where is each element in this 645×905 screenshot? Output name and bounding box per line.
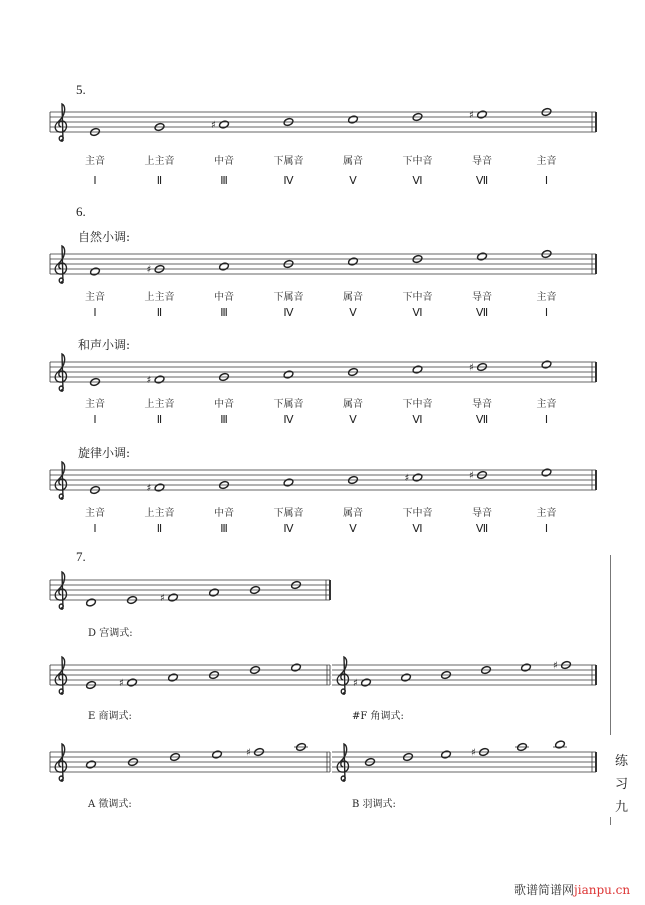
watermark-site: jianpu.cn [574,883,631,897]
sharp-sign: ♯ [160,593,165,604]
degree-name: 上主音 [144,508,175,519]
degree-name: 下中音 [402,156,433,167]
roman-numeral: Ⅲ [220,414,228,426]
whole-note [555,740,566,749]
roman-numeral: Ⅰ [544,307,549,319]
roman-numeral: Ⅰ [93,414,97,426]
degree-name: 下中音 [402,508,433,519]
degree-name: 主音 [85,508,105,519]
degree-name: 导音 [472,508,492,519]
roman-numeral: Ⅴ [349,175,357,187]
section-7-number: 7. [76,549,86,564]
sharp-sign: ♯ [353,678,358,689]
fs-jue-label: #F 角调式: [352,711,404,722]
roman-numeral: Ⅰ [544,523,549,535]
roman-numeral: Ⅶ [475,523,489,535]
sharp-sign: ♯ [119,678,124,689]
sharp-sign: ♯ [146,375,152,386]
roman-numeral: Ⅲ [220,175,228,187]
roman-numeral: Ⅵ [412,523,423,535]
roman-numeral: Ⅳ [283,307,294,319]
roman-numeral: Ⅵ [412,175,423,187]
degree-name: 主音 [85,292,105,303]
roman-numeral: Ⅱ [156,175,163,187]
degree-name: 上主音 [144,399,175,410]
degree-name: 主音 [536,156,557,167]
roman-numeral: Ⅰ [544,414,549,426]
roman-numeral: Ⅴ [349,414,357,426]
roman-numeral: Ⅰ [93,175,97,187]
roman-numeral: Ⅱ [156,414,163,426]
degree-name: 导音 [472,399,492,410]
degree-name: 主音 [85,399,105,410]
roman-numeral: Ⅰ [93,523,97,535]
degree-name: 属音 [343,292,363,303]
degree-name: 中音 [214,399,234,410]
degree-name: 下中音 [402,399,433,410]
degree-name: 中音 [214,292,234,303]
harmonic-minor-label: 和声小调: [78,338,131,352]
watermark-main: 歌谱简谱网 [514,883,575,897]
roman-numeral: Ⅲ [220,307,228,319]
degree-name: 上主音 [144,292,175,303]
roman-numeral: Ⅴ [349,523,357,535]
sharp-sign: ♯ [469,110,474,121]
roman-numeral: Ⅴ [349,307,357,319]
section-6-number: 6. [76,204,86,219]
degree-name: 主音 [536,292,557,303]
degree-name: 上主音 [144,156,175,167]
sharp-sign: ♯ [146,264,152,276]
degree-name: 导音 [472,156,492,167]
sharp-sign: ♯ [471,747,476,759]
watermark [514,881,630,898]
degree-name: 下属音 [273,292,304,303]
sharp-sign: ♯ [211,120,216,131]
degree-name: 下属音 [273,508,304,519]
roman-numeral: Ⅲ [220,523,228,535]
side-divider-top [610,555,611,735]
degree-name: 主音 [536,399,557,410]
sharp-sign: ♯ [246,747,251,759]
degree-name: 主音 [85,156,105,167]
roman-numeral: Ⅰ [93,307,97,319]
treble-clef-icon [337,744,348,781]
roman-numeral: Ⅳ [283,523,294,535]
roman-numeral: Ⅳ [283,414,294,426]
side-divider-bottom [610,817,611,825]
degree-name: 属音 [343,156,363,167]
natural-minor-label: 自然小调: [78,230,131,244]
sharp-sign: ♯ [404,473,410,484]
roman-numeral: Ⅶ [475,175,489,187]
degree-name: 下属音 [273,156,304,167]
a-zhi-label: A 徵调式: [88,799,132,810]
degree-name: 主音 [536,508,557,519]
d-gong-label: D 宫调式: [88,628,133,639]
side-label-char-1: 练 [615,754,629,769]
roman-numeral: Ⅱ [156,523,163,535]
melodic-minor-label: 旋律小调: [78,446,131,460]
degree-name: 下属音 [273,399,304,410]
roman-numeral: Ⅵ [412,414,423,426]
roman-numeral: Ⅰ [544,175,549,187]
sharp-sign: ♯ [146,483,152,494]
degree-name: 属音 [343,399,363,410]
b-yu-label: B 羽调式: [352,799,396,810]
degree-name: 中音 [214,508,234,519]
sharp-sign: ♯ [469,470,474,482]
degree-name: 中音 [214,156,234,167]
degree-name: 属音 [343,508,363,519]
degree-name: 导音 [472,292,492,303]
degree-name: 下中音 [402,292,433,303]
roman-numeral: Ⅱ [156,307,163,319]
roman-numeral: Ⅶ [475,414,489,426]
sharp-sign: ♯ [469,362,474,374]
side-label-char-3: 九 [615,800,629,815]
roman-numeral: Ⅵ [412,307,423,319]
section-5-number: 5. [76,82,86,97]
whole-note [441,750,452,759]
sharp-sign: ♯ [553,660,558,672]
side-label-char-2: 习 [615,777,629,792]
roman-numeral: Ⅳ [283,175,294,187]
roman-numeral: Ⅶ [475,307,489,319]
e-shang-label: E 商调式: [88,711,132,722]
